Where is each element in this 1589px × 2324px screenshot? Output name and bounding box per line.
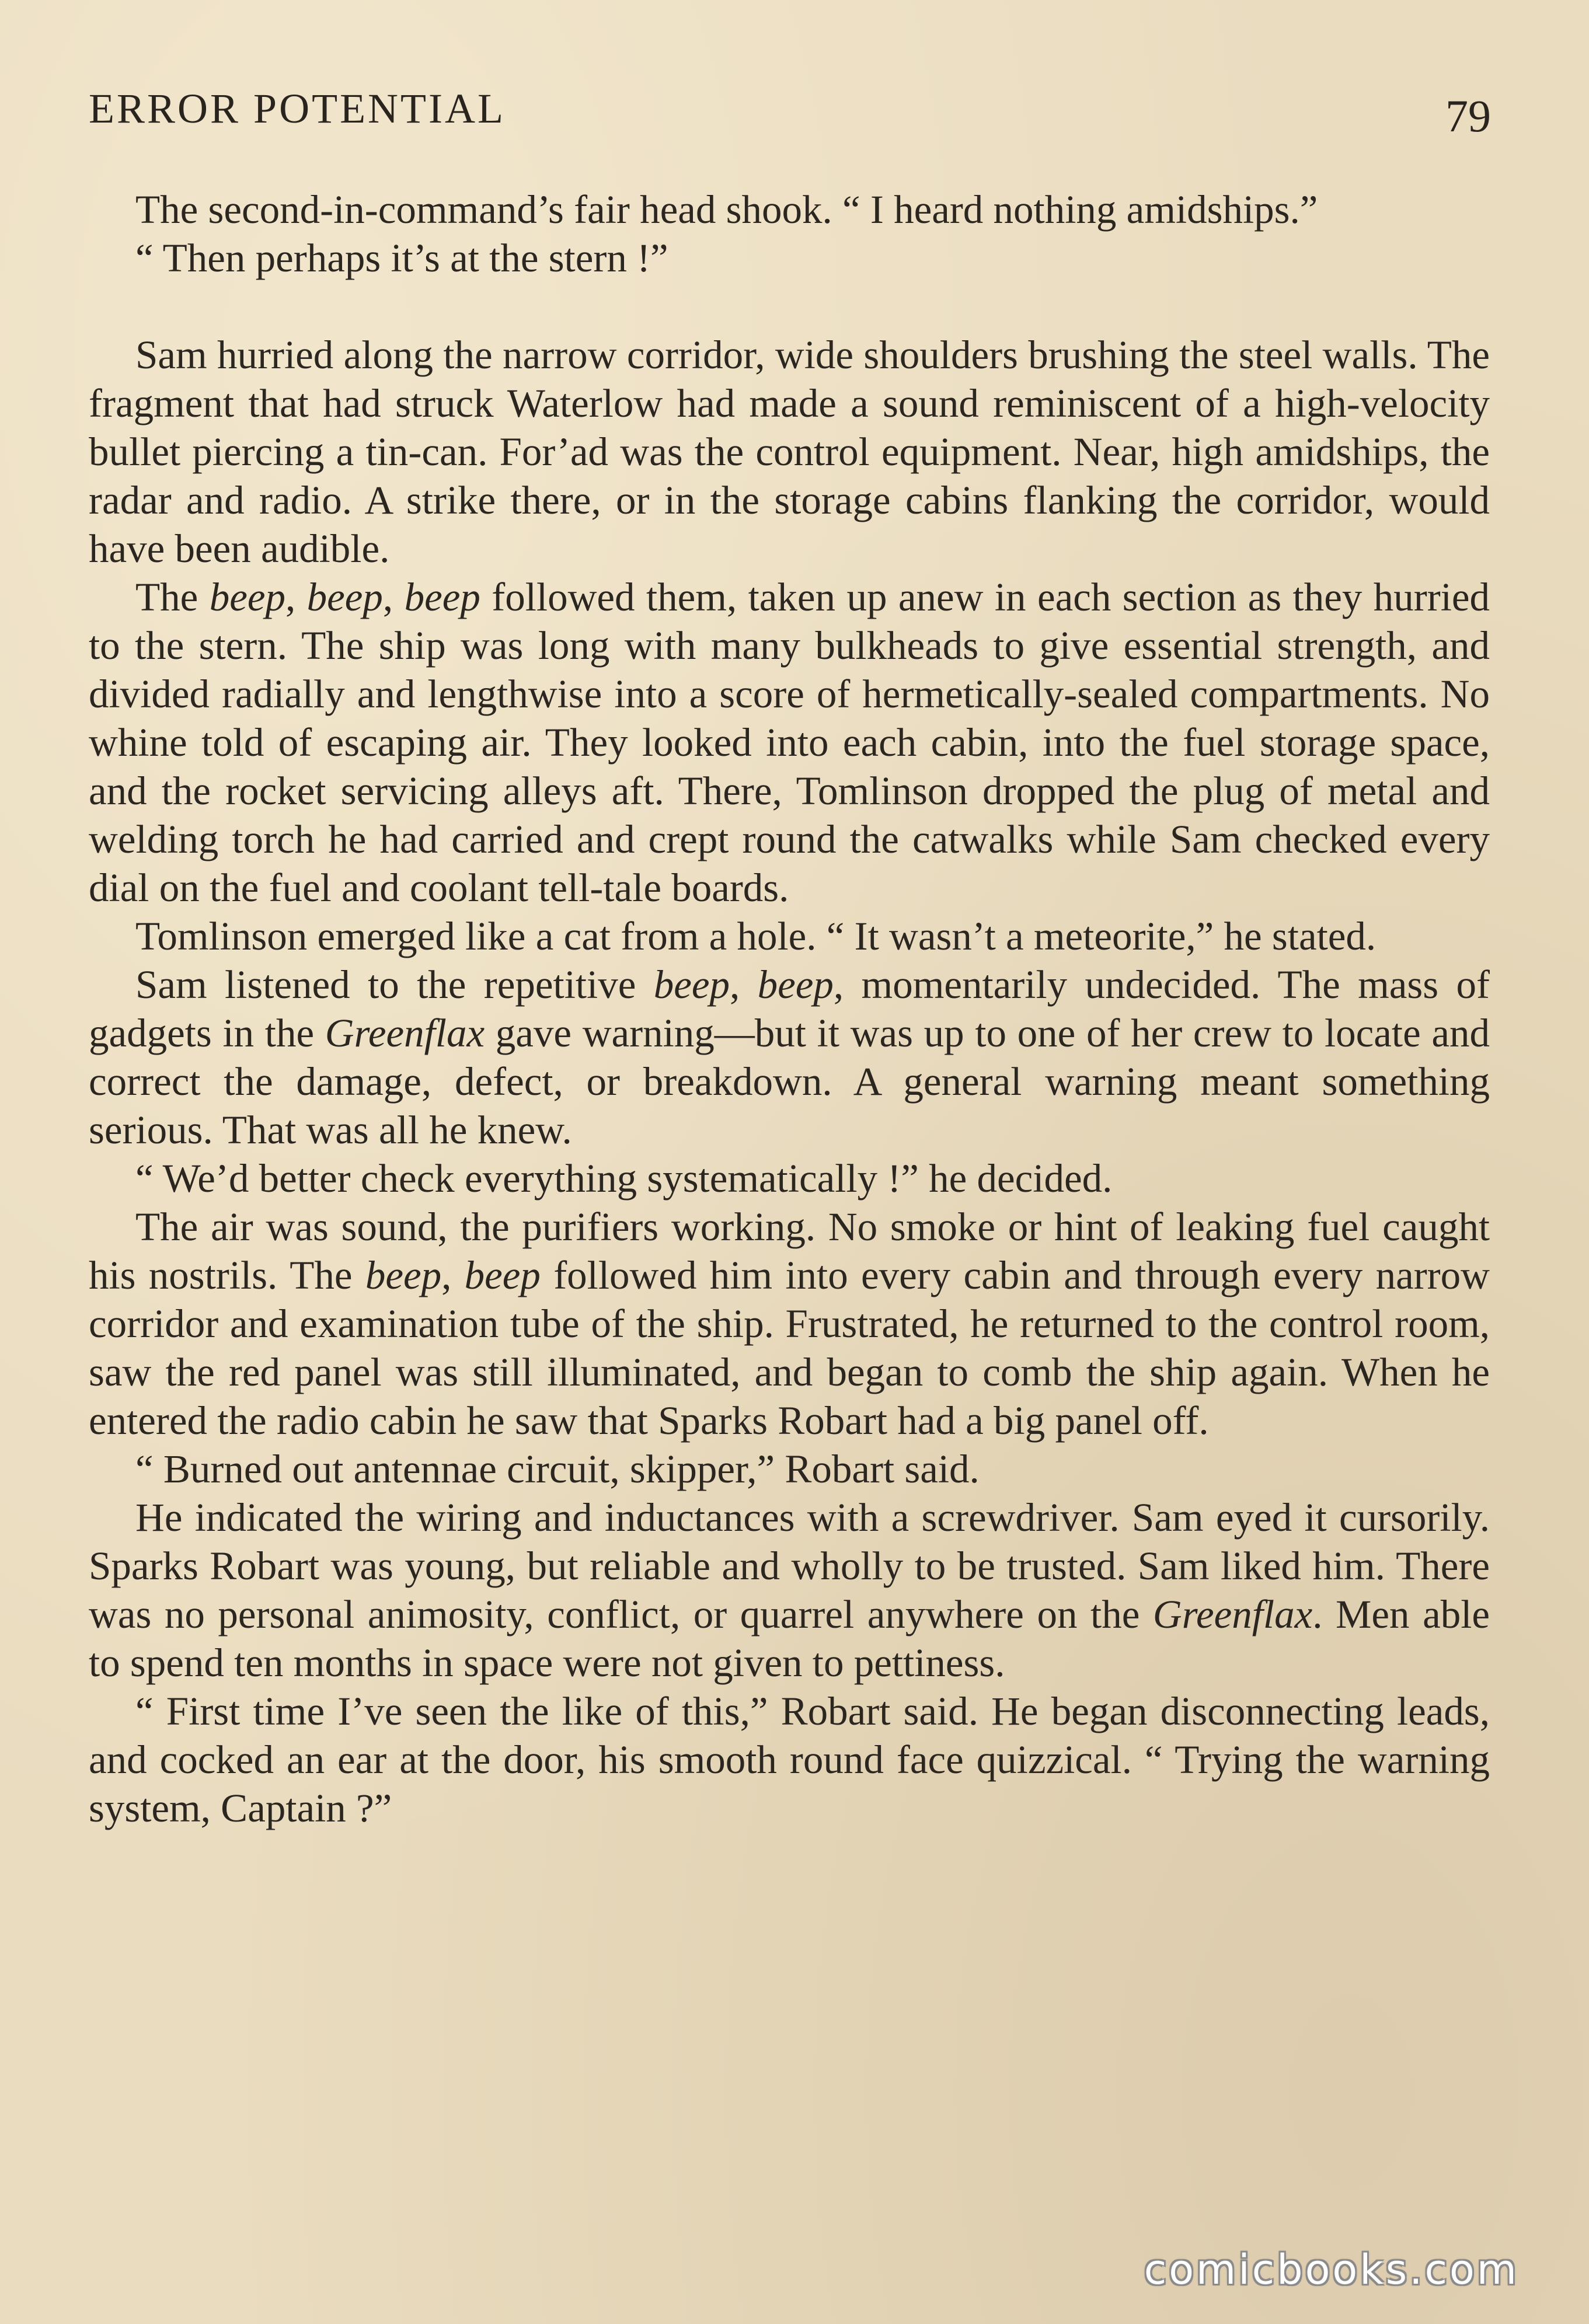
- italic-text: beep: [464, 1253, 541, 1297]
- paragraph: [89, 1445, 1490, 1493]
- text-run: ,: [285, 575, 307, 619]
- text-run: Sam listened to the repetitive: [135, 962, 654, 1007]
- watermark: comicbooks.com: [1144, 2246, 1519, 2294]
- text-run: “ We’d better check everything systematically !” he decided.: [135, 1156, 1113, 1201]
- text-run: followed them, taken up anew in each section as they hurried to the stern. The ship was long with many bulkheads to give essential strength, and divided radially and lengthwise into a score of hermetically-sealed compartments. No whine told of escaping air. They looked into each cabin, into the fuel storage space, and the rocket servicing alleys aft. There, Tomlinson dropped the plug of metal and welding torch he had carried and crept round the catwalks while Sam checked every dial on the fuel and coolant tell-tale boards.: [89, 575, 1490, 910]
- text-run: “ First time I’ve seen the like of this,” Robart said. He began disconnecting leads, and cocked an ear at the door, his smooth round face quizzical. “ Trying the warning system, Captain ?”: [89, 1689, 1490, 1830]
- italic-text: beep: [653, 962, 730, 1007]
- text-run: The air was sound, the purifiers working. No smoke or hint of leaking fuel caught his nostrils. The: [89, 1205, 1490, 1297]
- paragraph: [89, 1687, 1490, 1833]
- text-run: ,: [382, 575, 405, 619]
- text-run: “ Burned out antennae circuit, skipper,” Robart said.: [135, 1447, 980, 1491]
- text-run: “ Then perhaps it’s at the stern !”: [135, 236, 668, 280]
- italic-text: beep: [209, 575, 285, 619]
- italic-text: beep: [306, 575, 383, 619]
- italic-text: beep: [365, 1253, 442, 1297]
- italic-text: beep: [757, 962, 834, 1007]
- paragraph: [89, 961, 1490, 1154]
- paragraph: [89, 331, 1490, 573]
- italic-text: beep: [404, 575, 480, 619]
- text-run: followed him into every cabin and through every narrow corridor and examination tube of the ship. Frustrated, he returned to the control room, saw the red panel was still illuminated, and began to comb the ship again. When he entered the radio cabin he saw that Sparks Robart had a big panel off.: [89, 1253, 1490, 1443]
- text-run: gave warning—but it was up to one of her crew to locate and correct the damage, defect, or breakdown. A general warning meant something serious. That was all he knew.: [89, 1011, 1490, 1152]
- text-run: . Men able to spend ten months in space were not given to pettiness.: [89, 1592, 1490, 1685]
- text-run: He indicated the wiring and inductances with a screwdriver. Sam eyed it cursorily. Sparks Robart was young, but reliable and wholly to be trusted. Sam liked him. There was no personal animosity, conflict, or quarrel anywhere on the: [89, 1495, 1490, 1636]
- text-run: Tomlinson emerged like a cat from a hole. “ It wasn’t a meteorite,” he stated.: [135, 914, 1377, 958]
- paragraph: [89, 912, 1490, 961]
- running-title: ERROR POTENTIAL: [89, 85, 506, 132]
- italic-text: Greenflax: [1152, 1592, 1313, 1636]
- paragraph: [89, 186, 1490, 234]
- text-run: ,: [730, 962, 758, 1007]
- page-number: 79: [1445, 90, 1491, 141]
- body-text: [89, 186, 1490, 1833]
- text-run: The: [135, 575, 210, 619]
- text-run: , momentarily undecided. The mass of gadgets in the: [89, 962, 1490, 1055]
- paragraph: [89, 1203, 1490, 1445]
- text-run: Sam hurried along the narrow corridor, wide shoulders brushing the steel walls. The fragment that had struck Waterlow had made a sound reminiscent of a high-velocity bullet piercing a tin-can. For’ad was the control equipment. Near, high amidships, the radar and radio. A strike there, or in the storage cabins flanking the corridor, would have been audible.: [89, 333, 1490, 571]
- paragraph: [89, 1493, 1490, 1687]
- paragraph: [89, 1154, 1490, 1203]
- paragraph: [89, 234, 1490, 282]
- italic-text: Greenflax: [325, 1011, 485, 1055]
- paragraph: [89, 573, 1490, 912]
- text-run: The second-in-command’s fair head shook. “ I heard nothing amidships.”: [135, 187, 1318, 232]
- text-run: ,: [441, 1253, 465, 1297]
